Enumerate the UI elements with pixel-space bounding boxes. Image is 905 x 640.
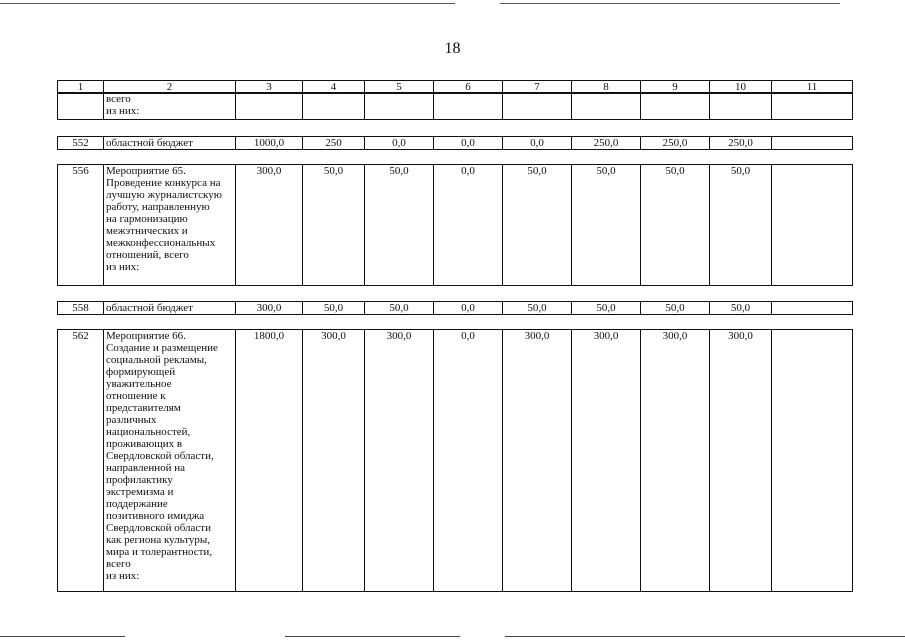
page-number: 18 xyxy=(444,40,461,57)
column-header-cell: 1 xyxy=(58,81,104,94)
row-description-cell: областной бюджет xyxy=(104,137,236,150)
value-cell: 300,0 xyxy=(236,302,303,315)
column-header-cell: 8 xyxy=(572,81,641,94)
value-cell: 1000,0 xyxy=(236,137,303,150)
column-header-cell: 5 xyxy=(365,81,434,94)
table-block xyxy=(57,301,853,315)
table-row xyxy=(58,137,853,150)
column-header-cell: 2 xyxy=(104,81,236,94)
table-block xyxy=(57,136,853,150)
value-cell: 50,0 xyxy=(641,302,710,315)
value-cell xyxy=(772,330,853,592)
value-cell: 0,0 xyxy=(503,137,572,150)
row-description-cell: всего из них: xyxy=(104,93,236,120)
value-cell xyxy=(572,93,641,120)
row-description-cell: областной бюджет xyxy=(104,302,236,315)
value-cell: 50,0 xyxy=(641,165,710,286)
value-cell: 250,0 xyxy=(710,137,772,150)
value-cell: 300,0 xyxy=(303,330,365,592)
row-number-cell: 552 xyxy=(58,137,104,150)
column-header-cell: 11 xyxy=(772,81,853,94)
table-row xyxy=(58,330,853,592)
value-cell: 0,0 xyxy=(434,165,503,286)
value-cell: 300,0 xyxy=(641,330,710,592)
value-cell xyxy=(710,93,772,120)
bottom-edge-rule-mid xyxy=(285,636,460,637)
value-cell: 50,0 xyxy=(303,302,365,315)
table-row xyxy=(58,165,853,286)
table-row xyxy=(58,93,853,120)
column-header-cell: 7 xyxy=(503,81,572,94)
value-cell: 250,0 xyxy=(641,137,710,150)
value-cell: 50,0 xyxy=(503,302,572,315)
column-header-cell: 6 xyxy=(434,81,503,94)
value-cell xyxy=(772,137,853,150)
value-cell: 50,0 xyxy=(572,165,641,286)
value-cell xyxy=(641,93,710,120)
row-number-cell: 556 xyxy=(58,165,104,286)
column-header-cell: 10 xyxy=(710,81,772,94)
value-cell: 300,0 xyxy=(365,330,434,592)
column-header-cell: 4 xyxy=(303,81,365,94)
table-block xyxy=(57,329,853,592)
value-cell: 50,0 xyxy=(503,165,572,286)
table-row xyxy=(58,302,853,315)
value-cell xyxy=(434,93,503,120)
value-cell xyxy=(503,93,572,120)
value-cell: 0,0 xyxy=(365,137,434,150)
value-cell: 50,0 xyxy=(365,302,434,315)
value-cell: 50,0 xyxy=(572,302,641,315)
value-cell xyxy=(303,93,365,120)
value-cell: 50,0 xyxy=(710,165,772,286)
row-description-cell: Мероприятие 65. Проведение конкурса на лучшую журналистскую работу, направленную на гармонизацию межэтнических и межконфессиональных отношений, всего из них: xyxy=(104,165,236,286)
value-cell: 0,0 xyxy=(434,302,503,315)
value-cell: 300,0 xyxy=(710,330,772,592)
value-cell: 50,0 xyxy=(365,165,434,286)
table-block xyxy=(57,92,853,120)
row-number-cell xyxy=(58,93,104,120)
value-cell: 50,0 xyxy=(710,302,772,315)
value-cell: 250 xyxy=(303,137,365,150)
row-description-cell: Мероприятие 66. Создание и размещение социальной рекламы, формирующей уважительное отношение к представителям различных национальностей, проживающих в Свердловской области, направленной на профилактику экстремизма и поддержание позитивного имиджа Свердловской области как региона культуры, мира и толерантности, всего из них: xyxy=(104,330,236,592)
value-cell: 300,0 xyxy=(236,165,303,286)
value-cell: 0,0 xyxy=(434,137,503,150)
value-cell xyxy=(772,165,853,286)
column-header-cell: 3 xyxy=(236,81,303,94)
value-cell xyxy=(772,93,853,120)
column-header-cell: 9 xyxy=(641,81,710,94)
value-cell xyxy=(236,93,303,120)
table-block xyxy=(57,164,853,286)
row-number-cell: 558 xyxy=(58,302,104,315)
value-cell: 300,0 xyxy=(503,330,572,592)
top-edge-rule-left xyxy=(0,3,455,4)
top-edge-rule-right xyxy=(500,3,840,4)
value-cell: 300,0 xyxy=(572,330,641,592)
row-number-cell: 562 xyxy=(58,330,104,592)
value-cell: 250,0 xyxy=(572,137,641,150)
value-cell: 0,0 xyxy=(434,330,503,592)
value-cell: 1800,0 xyxy=(236,330,303,592)
bottom-edge-rule-left xyxy=(0,636,125,637)
value-cell xyxy=(365,93,434,120)
bottom-edge-rule-right xyxy=(505,636,905,637)
value-cell xyxy=(772,302,853,315)
value-cell: 50,0 xyxy=(303,165,365,286)
